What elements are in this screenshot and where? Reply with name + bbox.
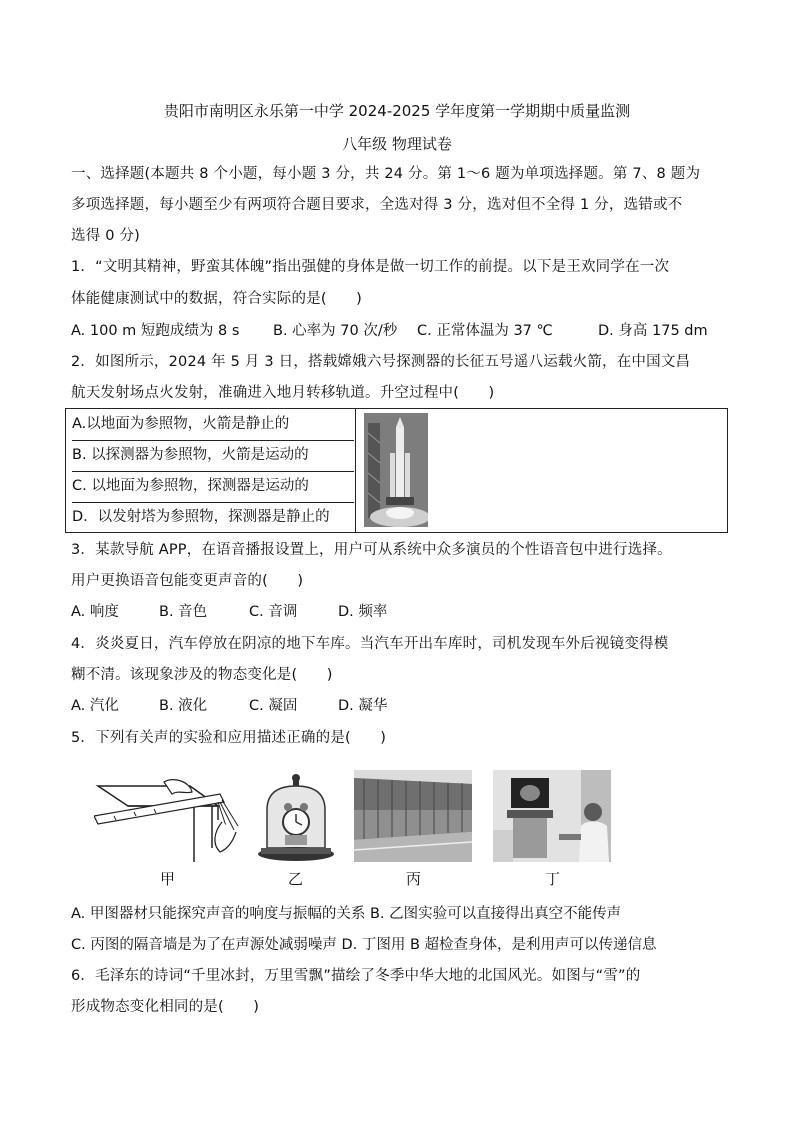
rocket-launch-photo (364, 413, 428, 527)
q4-stem-line-2: 糊不清。该现象涉及的物态变化是( ) (71, 667, 333, 683)
exam-subtitle: 八年级 物理试卷 (342, 135, 452, 153)
q1-option-d[interactable]: D. 身高 175 dm (598, 323, 708, 339)
q4-option-b[interactable]: B. 液化 (159, 698, 208, 714)
section-instructions-line-3: 选得 0 分) (71, 228, 141, 244)
section-instructions-line-1: 一、选择题(本题共 8 个小题，每小题 3 分，共 24 分。第 1～6 题为单项选择题。第 7、8 题为 (71, 166, 701, 182)
q2-option-a[interactable]: A.以地面为参照物，火箭是静止的 (72, 409, 354, 441)
ruler-on-table-illustration (94, 772, 240, 864)
q4-option-d[interactable]: D. 凝华 (338, 698, 388, 714)
q5-options-line-2[interactable]: C. 丙图的隔音墙是为了在声源处减弱噪声 D. 丁图用 B 超检查身体，是利用声可以传递信息 (71, 937, 657, 953)
q2-options-column (66, 409, 356, 532)
q5-options-line-1[interactable]: A. 甲图器材只能探究声音的响度与振幅的关系 B. 乙图实验可以直接得出真空不能传声 (71, 906, 622, 922)
q2-option-c[interactable]: C. 以地面为参照物，探测器是运动的 (72, 471, 354, 503)
bell-jar-illustration (255, 770, 337, 865)
q1-stem-line-1: 1．“文明其精神，野蛮其体魄”指出强健的身体是做一切工作的前提。以下是王欢同学在一次 (71, 259, 670, 275)
q4-option-a[interactable]: A. 汽化 (71, 698, 119, 714)
q4-stem-line-1: 4．炎炎夏日，汽车停放在阴凉的地下车库。当汽车开出车库时，司机发现车外后视镜变得模 (71, 636, 669, 652)
exam-title: 贵阳市南明区永乐第一中学 2024-2025 学年度第一学期期中质量监测 (163, 102, 631, 120)
q1-stem-line-2: 体能健康测试中的数据，符合实际的是( ) (71, 291, 363, 307)
figure-ultrasound-exam (493, 770, 611, 862)
figure-caption-ding: 丁 (545, 870, 561, 888)
section-instructions-line-2: 多项选择题，每小题至少有两项符合题目要求，全选对得 3 分，选对但不全得 1 分，选错或不 (71, 197, 683, 213)
q3-options (71, 602, 731, 622)
q6-stem-line-1: 6．毛泽东的诗词“千里冰封，万里雪飘”描绘了冬季中华大地的北国风光。如图与“雪”的 (71, 968, 641, 984)
q2-stem-line-2: 航天发射场点火发射，准确进入地月转移轨道。升空过程中( ) (71, 385, 495, 401)
q2-options-table (65, 408, 728, 533)
q2-stem-line-1: 2．如图所示，2024 年 5 月 3 日，搭载嫦娥六号探测器的长征五号遥八运载火箭，在中国文昌 (71, 354, 691, 370)
figure-sound-barrier (354, 770, 472, 862)
ultrasound-illustration (493, 770, 611, 862)
q3-stem-line-2: 用户更换语音包能变更声音的( ) (71, 573, 304, 589)
figure-caption-yi: 乙 (288, 870, 304, 888)
q1-options (71, 321, 731, 341)
q3-option-b[interactable]: B. 音色 (159, 604, 208, 620)
q6-stem-line-2: 形成物态变化相同的是( ) (71, 999, 260, 1015)
figure-caption-bing: 丙 (406, 870, 422, 888)
q3-option-d[interactable]: D. 频率 (338, 604, 388, 620)
q3-option-c[interactable]: C. 音调 (249, 604, 298, 620)
q3-option-a[interactable]: A. 响度 (71, 604, 119, 620)
q3-stem-line-1: 3．某款导航 APP，在语音播报设置上，用户可从系统中众多演员的个性语音包中进行选择。 (71, 542, 672, 558)
figure-caption-jia: 甲 (160, 870, 176, 888)
q5-stem-line-1: 5．下列有关声的实验和应用描述正确的是( ) (71, 730, 387, 746)
q4-options (71, 696, 731, 716)
q2-option-d[interactable]: D．以发射塔为参照物，探测器是静止的 (72, 509, 330, 525)
figure-bell-jar (255, 770, 337, 865)
rocket-launch-illustration (364, 413, 428, 527)
q1-option-c[interactable]: C. 正常体温为 37 ℃ (417, 323, 553, 339)
q4-option-c[interactable]: C. 凝固 (249, 698, 298, 714)
q1-option-a[interactable]: A. 100 m 短跑成绩为 8 s (71, 323, 240, 339)
figure-ruler-vibration (94, 772, 240, 864)
sound-barrier-illustration (354, 770, 472, 862)
q2-option-b[interactable]: B. 以探测器为参照物，火箭是运动的 (72, 440, 354, 472)
q1-option-b[interactable]: B. 心率为 70 次/秒 (273, 323, 398, 339)
